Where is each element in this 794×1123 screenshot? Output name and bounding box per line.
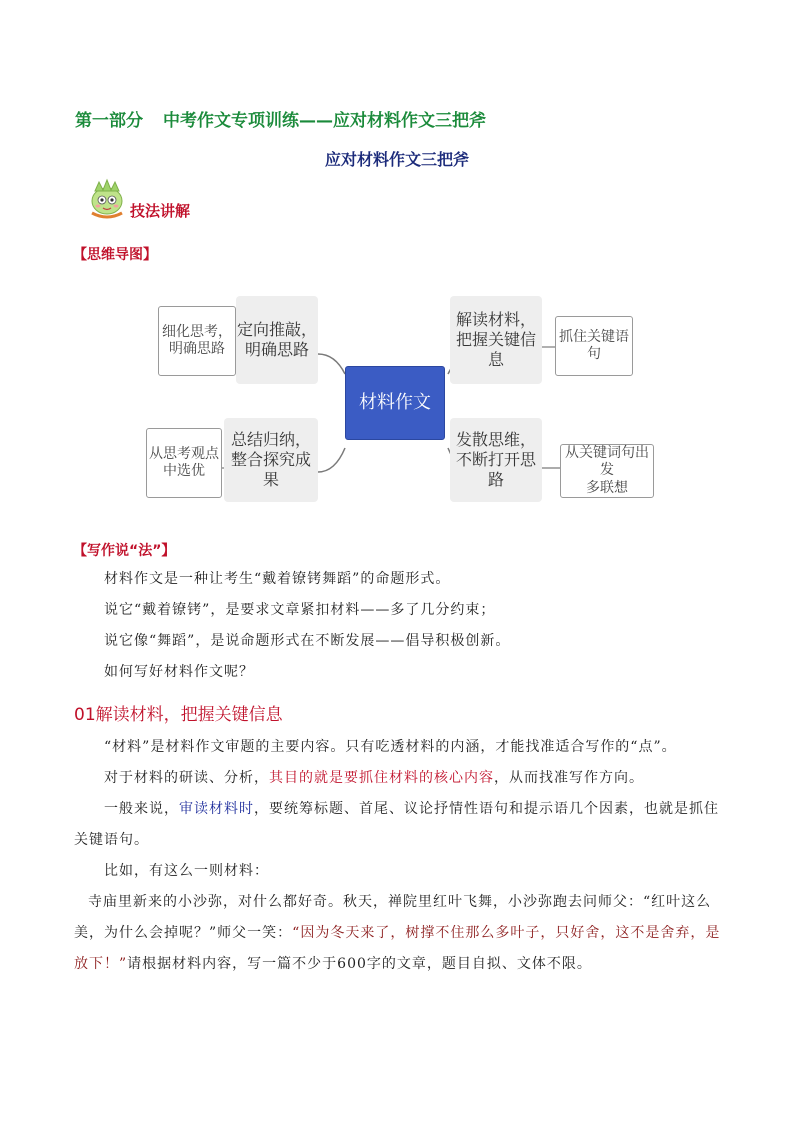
section-para-2a: 对于材料的研读、分析， — [104, 770, 269, 786]
node-directed-deliberation: 定向推敲， 明确思路 — [236, 296, 318, 384]
node-choose-best-viewpoint: 从思考观点 中选优 — [146, 428, 222, 498]
paragraph — [74, 794, 724, 856]
paragraph — [74, 856, 724, 887]
writing-intro — [74, 564, 724, 688]
writing-line-1: 材料作文是一种让考生“戴着镣铐舞蹈”的命题形式。 — [104, 571, 451, 587]
section-para-2c: ，从而找准写作方向。 — [494, 770, 644, 786]
highlight-review-material: 审读材料时 — [179, 801, 254, 817]
part-label: 第一部分 — [75, 111, 143, 131]
skill-label: 技法讲解 — [130, 202, 191, 220]
node-divergent-thinking: 发散思维， 不断打开思路 — [450, 418, 542, 502]
paragraph — [74, 657, 724, 688]
document-title: 中考作文专项训练——应对材料作文三把斧 — [163, 111, 486, 131]
node-summarize-integrate: 总结归纳， 整合探究成果 — [224, 418, 318, 502]
writing-line-4: 如何写好材料作文呢？ — [104, 664, 254, 680]
section-para-4: 比如，有这么一则材料： — [104, 863, 269, 879]
section-para-1: “材料”是材料作文审题的主要内容。只有吃透材料的内涵，才能找准适合写作的“点”。 — [104, 739, 677, 755]
section-body — [74, 732, 724, 980]
paragraph — [74, 732, 724, 763]
node-associate-from-keywords: 从关键词句出发 多联想 — [560, 444, 654, 498]
node-refine-thinking: 细化思考， 明确思路 — [158, 306, 236, 376]
node-grasp-key-sentences: 抓住关键语 句 — [555, 316, 633, 376]
section-para-3c: ，要统筹标题、首尾、议论抒情性语句和提示语几个因素，也就是抓住关键语句。 — [74, 801, 719, 848]
section-title: 01解读材料，把握关键信息 — [74, 705, 283, 725]
paragraph — [74, 564, 724, 595]
highlight-core-content: 其目的就是要抓住材料的核心内容 — [269, 770, 494, 786]
writing-heading: 【写作说“法”】 — [73, 543, 176, 559]
node-material-essay: 材料作文 — [345, 366, 445, 440]
mascot-icon — [86, 177, 128, 219]
task-instruction: 请根据材料内容，写一篇不少于600字的文章，题目自拟、文体不限。 — [127, 956, 592, 972]
section-para-3a: 一般来说， — [104, 801, 179, 817]
material-text: 寺庙里新来的小沙弥，对什么都好奇。秋天，禅院里红叶飞舞，小沙弥跑去问师父：“红叶这么美，为什么会掉呢？”师父一笑： — [74, 894, 712, 941]
node-interpret-material: 解读材料， 把握关键信息 — [450, 296, 542, 384]
paragraph — [74, 626, 724, 657]
subtitle: 应对材料作文三把斧 — [324, 150, 469, 169]
part-title — [75, 106, 486, 131]
writing-line-3: 说它像“舞蹈”，是说命题形式在不断发展——倡导积极创新。 — [104, 633, 511, 649]
paragraph — [74, 595, 724, 626]
highlight-master-reply: “因为冬天来了，树撑不住那么多叶子，只好舍，这不是舍弃，是放下！” — [74, 925, 721, 972]
mind-map — [140, 290, 660, 510]
paragraph — [74, 887, 724, 980]
mindmap-heading: 【思维导图】 — [73, 247, 157, 263]
writing-line-2: 说它“戴着镣铐”，是要求文章紧扣材料——多了几分约束； — [104, 602, 496, 618]
paragraph — [74, 763, 724, 794]
